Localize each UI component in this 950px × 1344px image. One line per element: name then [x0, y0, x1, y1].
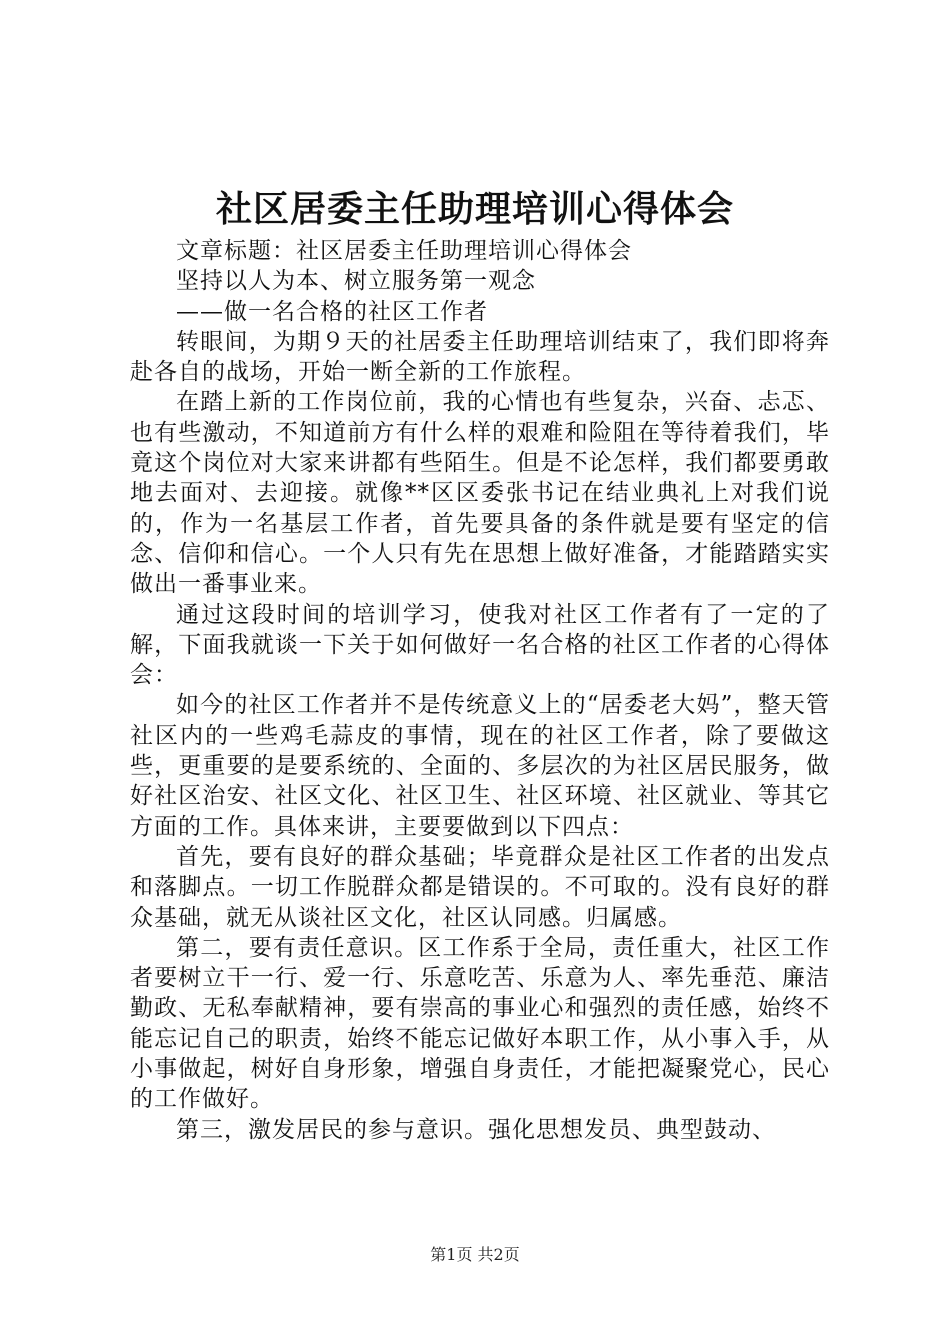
- paragraph: 首先，要有良好的群众基础；毕竟群众是社区工作者的出发点和落脚点。一切工作脱群众都是错误的。不可取的。没有良好的群众基础，就无从谈社区文化，社区认同感。归属感。: [130, 843, 830, 931]
- paragraph: 第二，要有责任意识。区工作系于全局，责任重大，社区工作者要树立干一行、爱一行、乐意吃苦、乐意为人、率先垂范、廉洁勤政、无私奉献精神，要有崇高的事业心和强烈的责任感，始终不能忘记自己的职责，始终不能忘记做好本职工作，从小事入手，从小事做起，树好自身形象，增强自身责任，才能把凝聚党心，民心的工作做好。: [130, 934, 830, 1113]
- page-footer: 第1页 共2页: [430, 1245, 520, 1264]
- paragraph-subtitle-dash: ——做一名合格的社区工作者: [176, 298, 488, 325]
- paragraph-subtitle: 坚持以人为本、树立服务第一观念: [176, 268, 536, 295]
- document-body: [130, 236, 830, 1145]
- paragraph: 通过这段时间的培训学习，使我对社区工作者有了一定的了解，下面我就谈一下关于如何做好一名合格的社区工作者的心得体会：: [130, 601, 830, 689]
- paragraph-article-title: 文章标题：社区居委主任助理培训心得体会: [176, 238, 632, 264]
- paragraph: 如今的社区工作者并不是传统意义上的“居委老大妈”，整天管社区内的一些鸡毛蒜皮的事情，现在的社区工作者，除了要做这些，更重要的是要系统的、全面的、多层次的为社区居民服务，做好社区治安、社区文化、社区卫生、社区环境、社区就业、等其它方面的工作。具体来讲，主要要做到以下四点：: [130, 692, 830, 840]
- paragraph: 第三，激发居民的参与意识。强化思想发员、典型鼓动、: [176, 1116, 776, 1143]
- document-title: 社区居委主任助理培训心得体会: [215, 188, 734, 230]
- paragraph: 在踏上新的工作岗位前，我的心情也有些复杂，兴奋、忐忑、也有些激动，不知道前方有什么样的艰难和险阻在等待着我们，毕竟这个岗位对大家来讲都有些陌生。但是不论怎样，我们都要勇敢地去面对、去迎接。就像**区区委张书记在结业典礼上对我们说的，作为一名基层工作者，首先要具备的条件就是要有坚定的信念、信仰和信心。一个人只有先在思想上做好准备，才能踏踏实实做出一番事业来。: [130, 389, 830, 598]
- paragraph: 转眼间，为期９天的社居委主任助理培训结束了，我们即将奔赴各自的战场，开始一断全新的工作旅程。: [130, 328, 830, 386]
